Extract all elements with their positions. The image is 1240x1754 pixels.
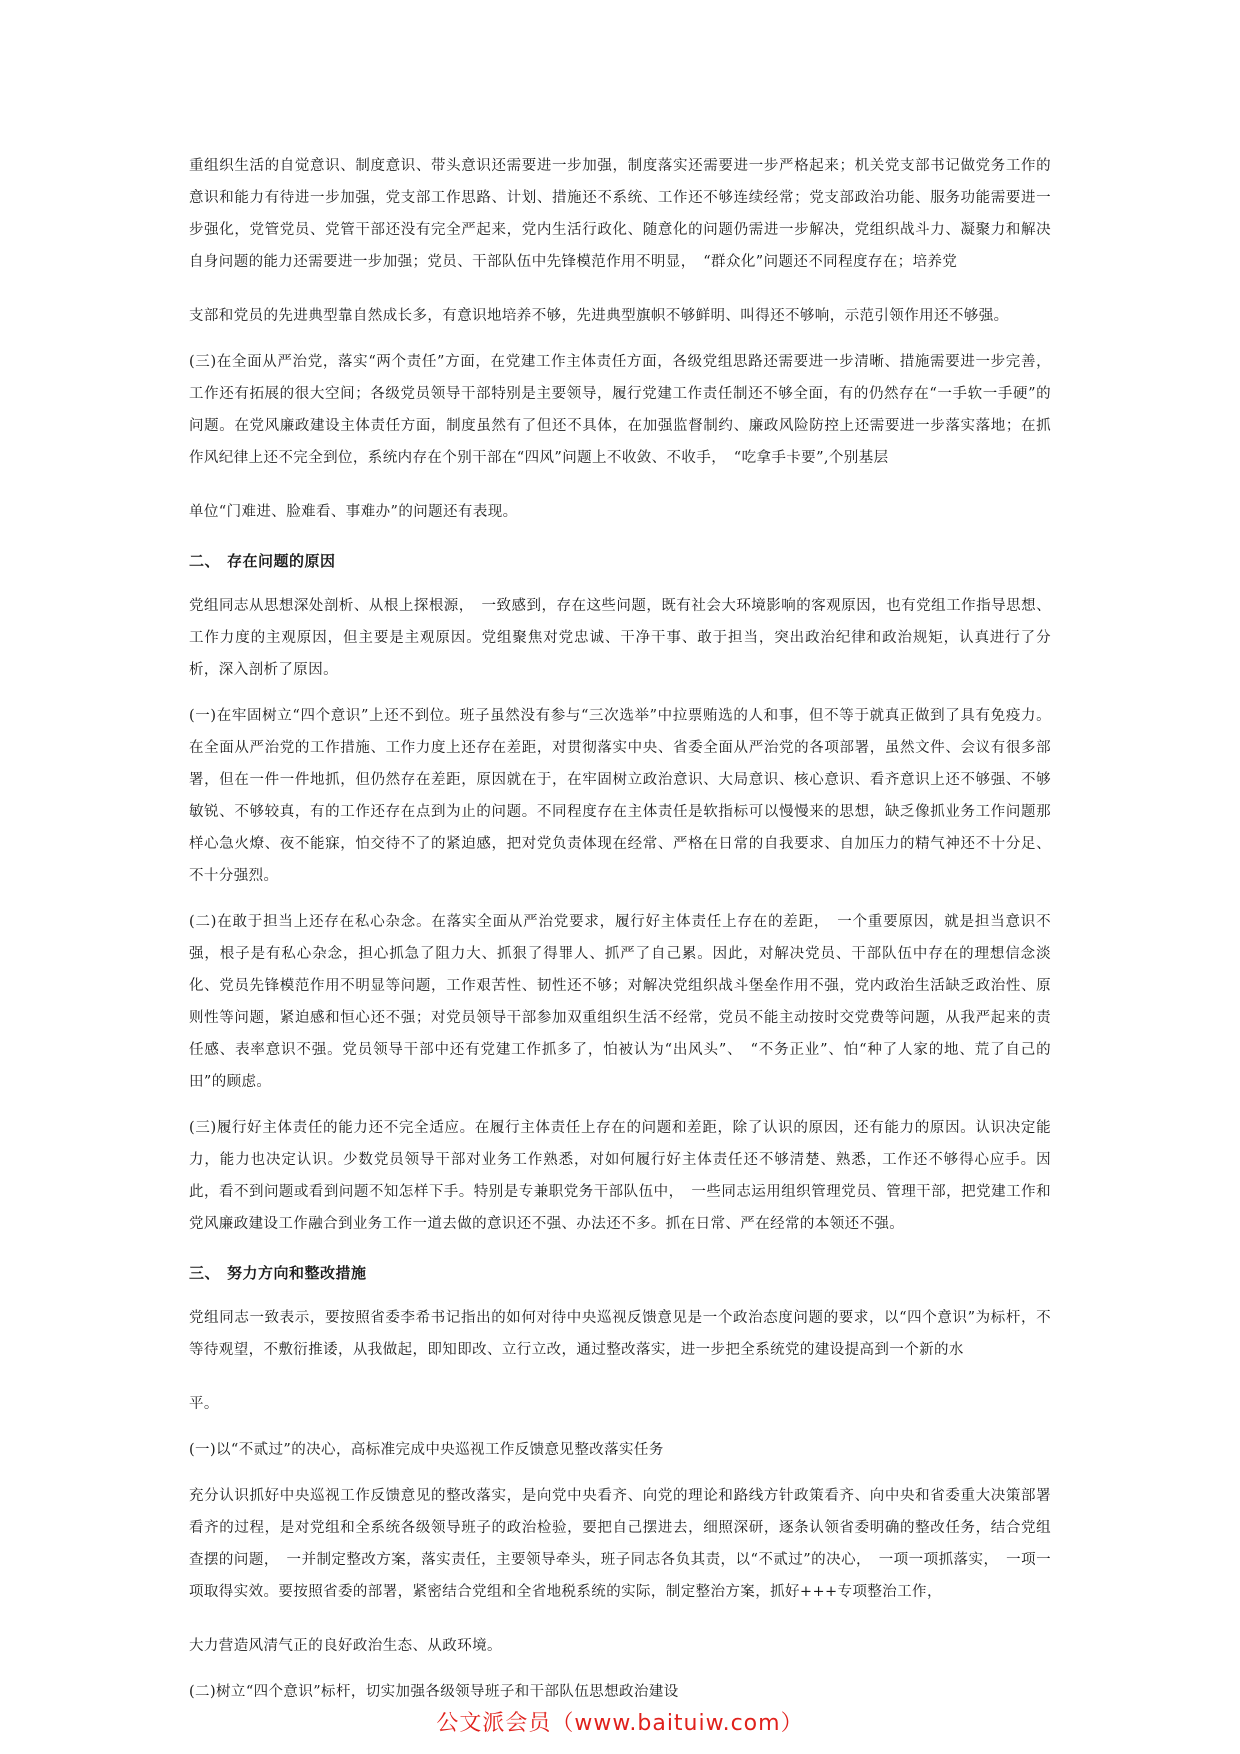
paragraph: 平。 bbox=[189, 1396, 219, 1412]
section-number: 二、 bbox=[189, 552, 221, 570]
paragraph: (二)树立“四个意识”标杆，切实加强各级领导班子和干部队伍思想政治建设 bbox=[189, 1684, 679, 1700]
paragraph: (三)履行好主体责任的能力还不完全适应。在履行主体责任上存在的问题和差距，除了认识的原因，还有能力的原因。认识决定能力，能力也决定认识。少数党员领导干部对业务工作熟悉，对如何履行好主体责任还不够清楚、熟悉，工作还不够得心应手。因此，看不到问题或看到问题不知怎样下手。特别是专兼职党务干部队伍中， 一些同志运用组织管理党员、管理干部，把党建工作和党风廉政建设工作融合到业务工作一道去做的意识还不强、办法还不多。抓在日常、严在经常的本领还不强。 bbox=[189, 1120, 1051, 1232]
paragraph: 充分认识抓好中央巡视工作反馈意见的整改落实，是向党中央看齐、向党的理论和路线方针政策看齐、向中央和省委重大决策部署看齐的过程，是对党组和全系统各级领导班子的政治检验，要把自己摆进去，细照深研，逐条认领省委明确的整改任务，结合党组查摆的问题， 一并制定整改方案，落实责任，主要领导牵头，班子同志各负其责，以“不贰过”的决心， 一项一项抓落实， 一项一项取得实效。要按照省委的部署，紧密结合党组和全省地税系统的实际，制定整治方案，抓好+++专项整治工作， bbox=[189, 1488, 1051, 1600]
section-heading bbox=[189, 546, 1051, 576]
paragraph: 单位“门难进、脸难看、事难办”的问题还有表现。 bbox=[189, 504, 518, 520]
paragraph: 支部和党员的先进典型靠自然成长多，有意识地培养不够，先进典型旗帜不够鲜明、叫得还不够响，示范引领作用还不够强。 bbox=[189, 308, 1009, 324]
paragraph: (二)在敢于担当上还存在私心杂念。在落实全面从严治党要求，履行好主体责任上存在的差距， 一个重要原因，就是担当意识不强，根子是有私心杂念，担心抓急了阻力大、抓狠了得罪人、抓严了自己累。因此，对解决党员、干部队伍中存在的理想信念淡化、党员先锋模范作用不明显等问题，工作艰苦性、韧性还不够；对解决党组织战斗堡垒作用不强，党内政治生活缺乏政治性、原则性等问题，紧迫感和恒心还不强；对党员领导干部参加双重组织生活不经常，党员不能主动按时交党费等问题，从我严起来的责任感、表率意识不强。党员领导干部中还有党建工作抓多了，怕被认为“出风头”、 “不务正业”、怕“种了人家的地、荒了自己的田”的顾虑。 bbox=[189, 914, 1051, 1090]
paragraph: 重组织生活的自觉意识、制度意识、带头意识还需要进一步加强，制度落实还需要进一步严格起来；机关党支部书记做党务工作的意识和能力有待进一步加强，党支部工作思路、计划、措施还不系统、工作还不够连续经常；党支部政治功能、服务功能需要进一步强化，党管党员、党管干部还没有完全严起来，党内生活行政化、随意化的问题仍需进一步解决，党组织战斗力、凝聚力和解决自身问题的能力还需要进一步加强；党员、干部队伍中先锋模范作用不明显， “群众化”问题还不同程度存在；培养党 bbox=[189, 158, 1051, 270]
section-title: 存在问题的原因 bbox=[227, 552, 336, 570]
paragraph: (一)以“不贰过”的决心，高标准完成中央巡视工作反馈意见整改落实任务 bbox=[189, 1442, 664, 1458]
paragraph: (一)在牢固树立“四个意识”上还不到位。班子虽然没有参与“三次选举”中拉票贿选的人和事，但不等于就真正做到了具有免疫力。在全面从严治党的工作措施、工作力度上还存在差距，对贯彻落实中央、省委全面从严治党的各项部署，虽然文件、会议有很多部署，但在一件一件地抓，但仍然存在差距，原因就在于，在牢固树立政治意识、大局意识、核心意识、看齐意识上还不够强、不够敏锐、不够较真，有的工作还存在点到为止的问题。不同程度存在主体责任是软指标可以慢慢来的思想，缺乏像抓业务工作问题那样心急火燎、夜不能寐，怕交待不了的紧迫感，把对党负责体现在经常、严格在日常的自我要求、自加压力的精气神还不十分足、不十分强烈。 bbox=[189, 708, 1051, 884]
paragraph: (三)在全面从严治党，落实“两个责任”方面，在党建工作主体责任方面，各级党组思路还需要进一步清晰、措施需要进一步完善，工作还有拓展的很大空间；各级党员领导干部特别是主要领导，履行党建工作责任制还不够全面，有的仍然存在“一手软一手硬”的问题。在党风廉政建设主体责任方面，制度虽然有了但还不具体，在加强监督制约、廉政风险防控上还需要进一步落实落地；在抓作风纪律上还不完全到位，系统内存在个别干部在“四风”问题上不收敛、不收手， “吃拿手卡要”,个别基层 bbox=[189, 354, 1051, 466]
paragraph: 大力营造风清气正的良好政治生态、从政环境。 bbox=[189, 1638, 502, 1654]
section-number: 三、 bbox=[189, 1264, 221, 1282]
footer-watermark: 公文派会员（www.baituiw.com） bbox=[436, 1711, 804, 1736]
paragraph: 党组同志一致表示，要按照省委李希书记指出的如何对待中央巡视反馈意见是一个政治态度问题的要求，以“四个意识”为标杆，不等待观望，不敷衍推诿，从我做起，即知即改、立行立改，通过整改落实，进一步把全系统党的建设提高到一个新的水 bbox=[189, 1310, 1051, 1358]
section-heading bbox=[189, 1258, 1051, 1288]
section-title: 努力方向和整改措施 bbox=[227, 1264, 367, 1282]
paragraph: 党组同志从思想深处剖析、从根上探根源， 一致感到，存在这些问题，既有社会大环境影响的客观原因，也有党组工作指导思想、工作力度的主观原因，但主要是主观原因。党组聚焦对党忠诚、干净干事、敢于担当，突出政治纪律和政治规矩，认真进行了分析，深入剖析了原因。 bbox=[189, 598, 1051, 678]
document-body bbox=[189, 150, 1051, 1708]
